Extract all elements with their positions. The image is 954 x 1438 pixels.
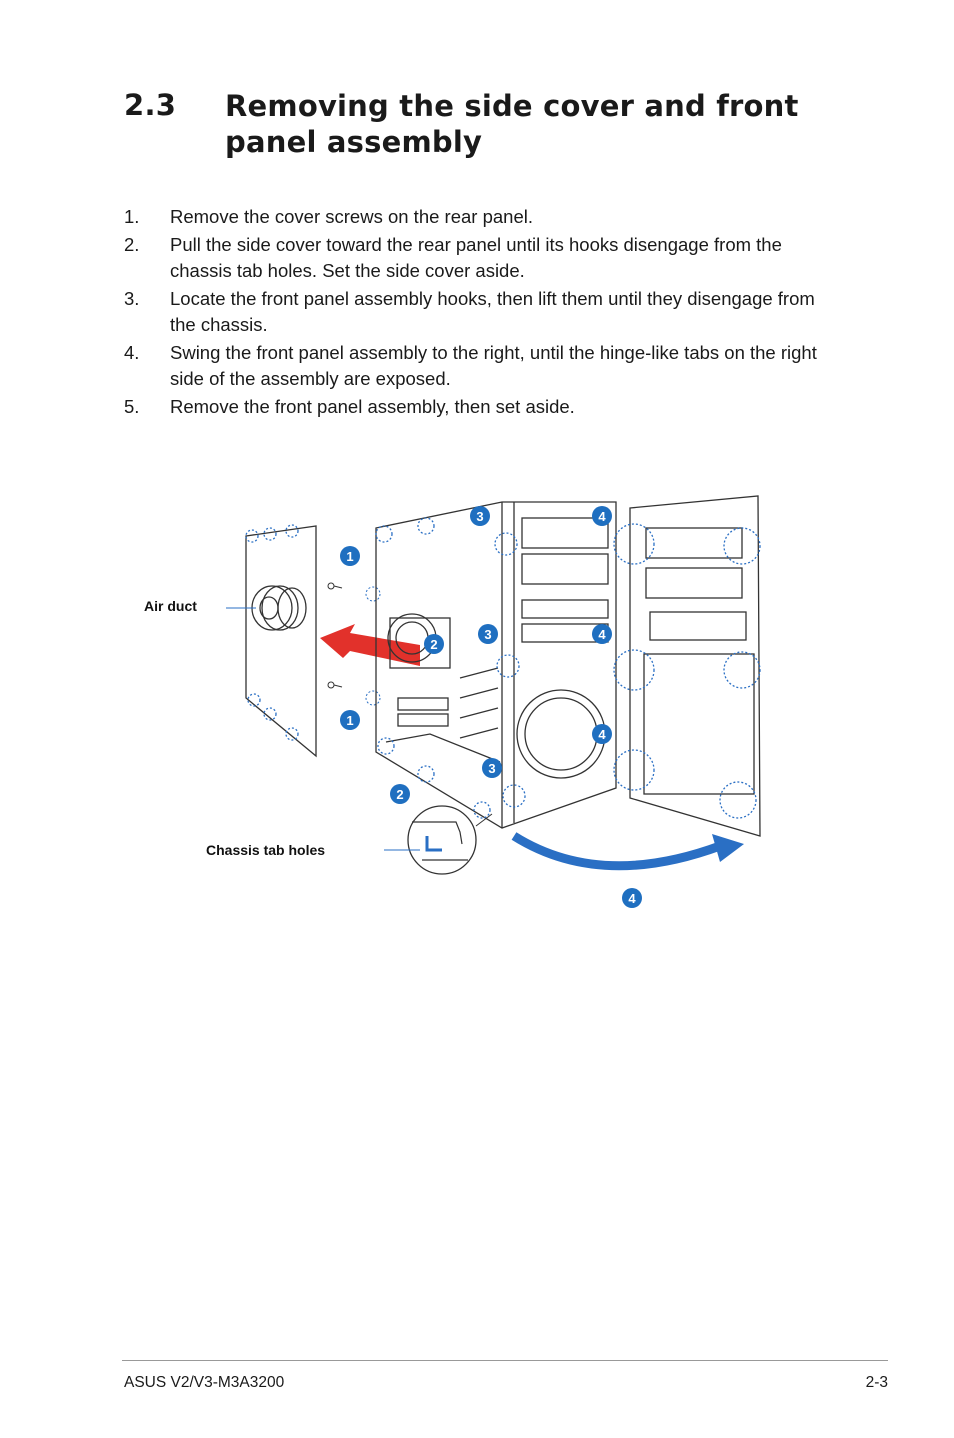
step-badge <box>424 634 444 654</box>
step-badge <box>470 506 490 526</box>
step-badge <box>592 506 612 526</box>
svg-text:1: 1 <box>346 549 354 564</box>
step-number: 5. <box>124 396 140 417</box>
front-panel-assembly <box>630 496 760 836</box>
svg-text:4: 4 <box>598 727 606 742</box>
step-number: 1. <box>124 206 140 227</box>
step-text: Locate the front panel assembly hooks, then lift them until they disengage from the chassis. <box>170 288 815 335</box>
step-number: 2. <box>124 234 140 255</box>
section-number: 2.3 <box>124 88 177 122</box>
step-item <box>124 340 824 392</box>
footer-page-number: 2-3 <box>865 1374 888 1391</box>
svg-text:4: 4 <box>598 627 606 642</box>
step-item <box>124 204 824 230</box>
swing-arrow-head <box>712 834 744 862</box>
steps-list <box>124 204 824 422</box>
svg-text:3: 3 <box>484 627 492 642</box>
svg-text:3: 3 <box>476 509 484 524</box>
screw-hole-bottom <box>366 691 380 705</box>
step-number: 4. <box>124 342 140 363</box>
svg-text:1: 1 <box>346 713 354 728</box>
step-badge <box>592 724 612 744</box>
air-duct-label: Air duct <box>144 598 197 614</box>
step-badge <box>340 546 360 566</box>
step-badge <box>390 784 410 804</box>
step-text: Swing the front panel assembly to the right, until the hinge-like tabs on the right side of the assembly are exposed. <box>170 342 817 389</box>
red-pull-arrow <box>320 624 420 666</box>
chassis-illustration <box>130 488 790 928</box>
step-badge <box>592 624 612 644</box>
step-text: Remove the front panel assembly, then set aside. <box>170 396 575 417</box>
svg-text:2: 2 <box>396 787 404 802</box>
step-badge <box>478 624 498 644</box>
step-badge <box>340 710 360 730</box>
footer-product-name: ASUS V2/V3-M3A3200 <box>124 1374 285 1391</box>
step-number: 3. <box>124 288 140 309</box>
step-item <box>124 232 824 284</box>
screw-hole-top <box>366 587 380 601</box>
footer-divider <box>122 1360 888 1361</box>
side-cover <box>246 525 316 756</box>
tab-hole-detail <box>408 806 476 874</box>
chassis-diagram <box>130 488 790 928</box>
swing-arrow <box>514 836 720 866</box>
step-badge <box>482 758 502 778</box>
screw-bottom <box>328 682 342 688</box>
svg-text:2: 2 <box>430 637 438 652</box>
chassis-tab-holes-label: Chassis tab holes <box>206 842 326 858</box>
section-title: Removing the side cover and front panel assembly <box>225 89 799 159</box>
svg-text:3: 3 <box>488 761 496 776</box>
step-badge <box>622 888 642 908</box>
screw-top <box>328 583 342 589</box>
svg-text:4: 4 <box>598 509 606 524</box>
step-text: Pull the side cover toward the rear panel until its hooks disengage from the chassis tab holes. Set the side cover aside. <box>170 234 782 281</box>
step-item <box>124 286 824 338</box>
step-text: Remove the cover screws on the rear panel. <box>170 206 533 227</box>
step-item <box>124 394 824 420</box>
svg-text:4: 4 <box>628 891 636 906</box>
chassis-body <box>376 502 616 828</box>
